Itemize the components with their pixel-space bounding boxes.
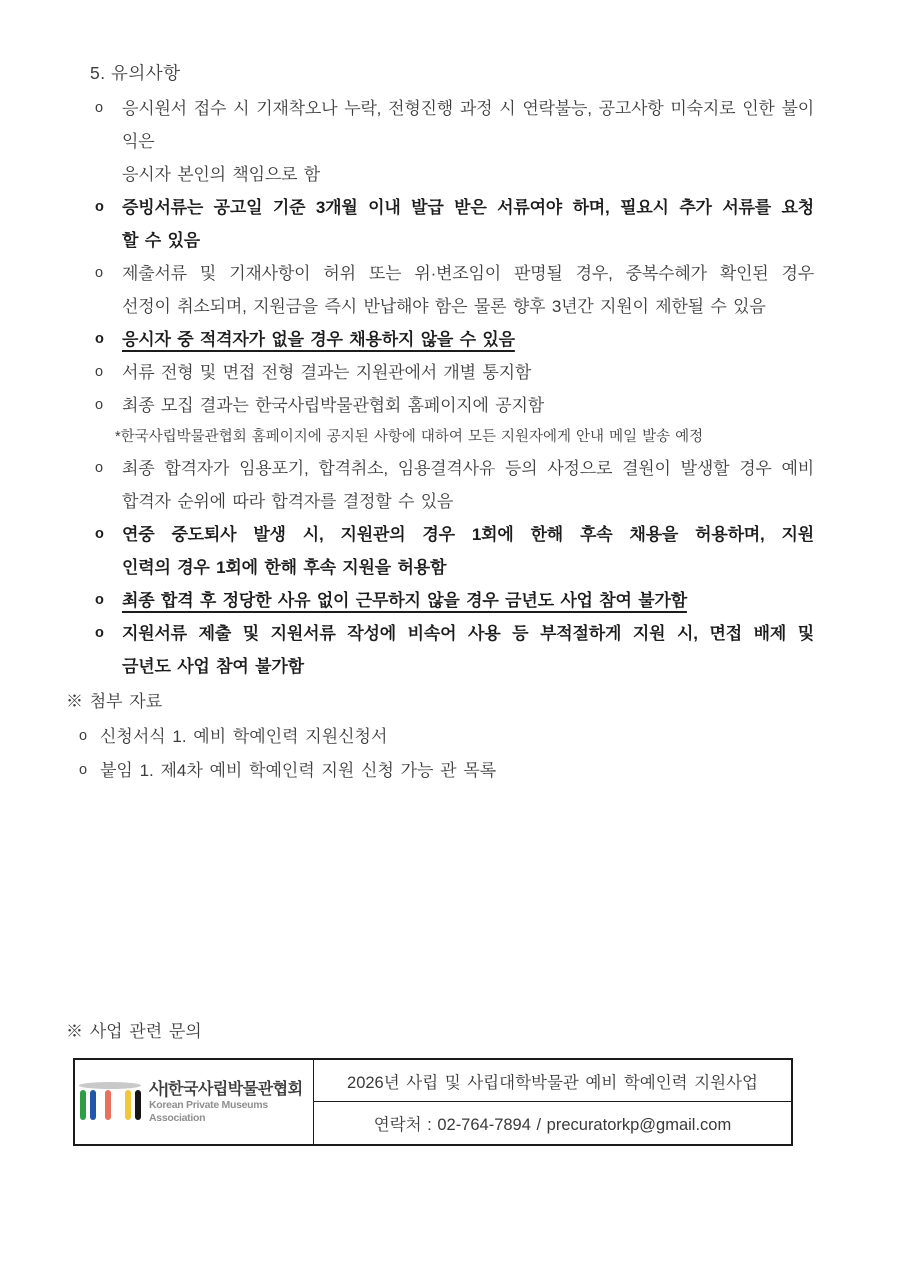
contact-info-cell: 연락처 : 02-764-7894 / precuratorkp@gmail.com [373,1116,732,1134]
bullet-marker: o [79,728,88,744]
attachment-item [79,754,806,788]
bullet-marker: o [95,592,104,608]
notice-item [90,617,814,683]
notes-section [90,54,814,683]
bullet-marker: o [95,526,104,542]
bullet-marker: o [95,364,104,380]
bullet-marker: o [95,265,104,281]
notice-item [90,191,814,257]
notice-item [90,584,814,617]
notice-line: 응시자 중 적격자가 없을 경우 채용하지 않을 수 있음 [122,330,515,349]
notice-item [90,257,814,323]
attachments-section [66,684,806,787]
contact-title: ※ 사업 관련 문의 [66,1022,202,1041]
notice-item [90,356,814,389]
notice-line: 제출서류 및 기재사항이 허위 또는 위·변조임이 판명될 경우, 중복수혜가 확인된 경우 [122,264,814,283]
museum-logo-icon [78,1081,144,1123]
logo-bar-icon [90,1090,96,1120]
association-name-korean: 사|한국사립박물관협회 [149,1080,303,1098]
notice-line: 선정이 취소되며, 지원금을 즉시 반납해야 함은 물론 향후 3년간 지원이 제한될 수 있음 [122,297,766,316]
contact-table [73,1058,793,1146]
notice-line: 증빙서류는 공고일 기준 3개월 이내 발급 받은 서류여야 하며, 필요시 추가 서류를 요청 [122,198,814,217]
notice-item [90,518,814,584]
contact-section [66,1016,806,1146]
logo-cell [75,1060,314,1144]
logo-text [149,1080,313,1125]
notice-line: 인력의 경우 1회에 한해 후속 지원을 허용함 [122,558,447,577]
bullet-marker: o [95,397,104,413]
logo-bar-icon [135,1090,141,1120]
logo-roof-icon [79,1082,141,1089]
attachment-item [79,720,806,754]
notice-line: 금년도 사업 참여 불가함 [122,657,304,676]
association-name-english: Korean Private Museums Association [149,1098,268,1124]
notice-line: 합격자 순위에 따라 합격자를 결정할 수 있음 [122,492,454,511]
notice-line: 서류 전형 및 면접 전형 결과는 지원관에서 개별 통지함 [122,363,532,382]
logo-bar-icon [105,1090,111,1120]
bullet-marker: o [95,625,104,641]
attachment-label: 신청서식 1. 예비 학예인력 지원신청서 [100,727,388,746]
bullet-marker: o [95,199,104,215]
notice-item [90,323,814,356]
notice-line: 최종 합격자가 임용포기, 합격취소, 임용결격사유 등의 사정으로 결원이 발생할 경우 예비 [122,459,814,478]
program-name-cell: 2026년 사립 및 사립대학박물관 예비 학예인력 지원사업 [314,1060,791,1102]
notice-line: 지원서류 제출 및 지원서류 작성에 비속어 사용 등 부적절하게 지원 시, 면접 배제 및 [122,624,814,643]
section-title: 5. 유의사항 [90,63,181,83]
notes-footnote: *한국사립박물관협회 홈페이지에 공지된 사항에 대하여 모든 지원자에게 안내 메일 발송 예정 [115,429,704,445]
notice-item [90,452,814,518]
logo-bar-icon [80,1090,86,1120]
bullet-marker: o [79,761,88,778]
bullet-marker: o [95,100,104,116]
notice-item [90,92,814,191]
notice-line: 응시자 본인의 책임으로 함 [122,165,321,184]
bullet-marker: o [95,331,104,347]
notice-item [90,389,814,422]
notice-line: 연중 중도퇴사 발생 시, 지원관의 경우 1회에 한해 후속 채용을 허용하며, 지원 [122,525,814,544]
logo-bar-icon [125,1090,131,1120]
bullet-marker: o [95,460,104,476]
notice-line: 최종 모집 결과는 한국사립박물관협회 홈페이지에 공지함 [122,396,544,415]
notice-line: 응시원서 접수 시 기재착오나 누락, 전형진행 과정 시 연락불능, 공고사항 미숙지로 인한 불이익은 [122,99,814,151]
notice-line: 최종 합격 후 정당한 사유 없이 근무하지 않을 경우 금년도 사업 참여 불가함 [122,591,687,610]
notice-line: 할 수 있음 [122,231,200,250]
attachments-title: ※ 첨부 자료 [66,692,163,711]
attachment-label: 붙임 1. 제4차 예비 학예인력 지원 신청 가능 관 목록 [100,760,497,780]
